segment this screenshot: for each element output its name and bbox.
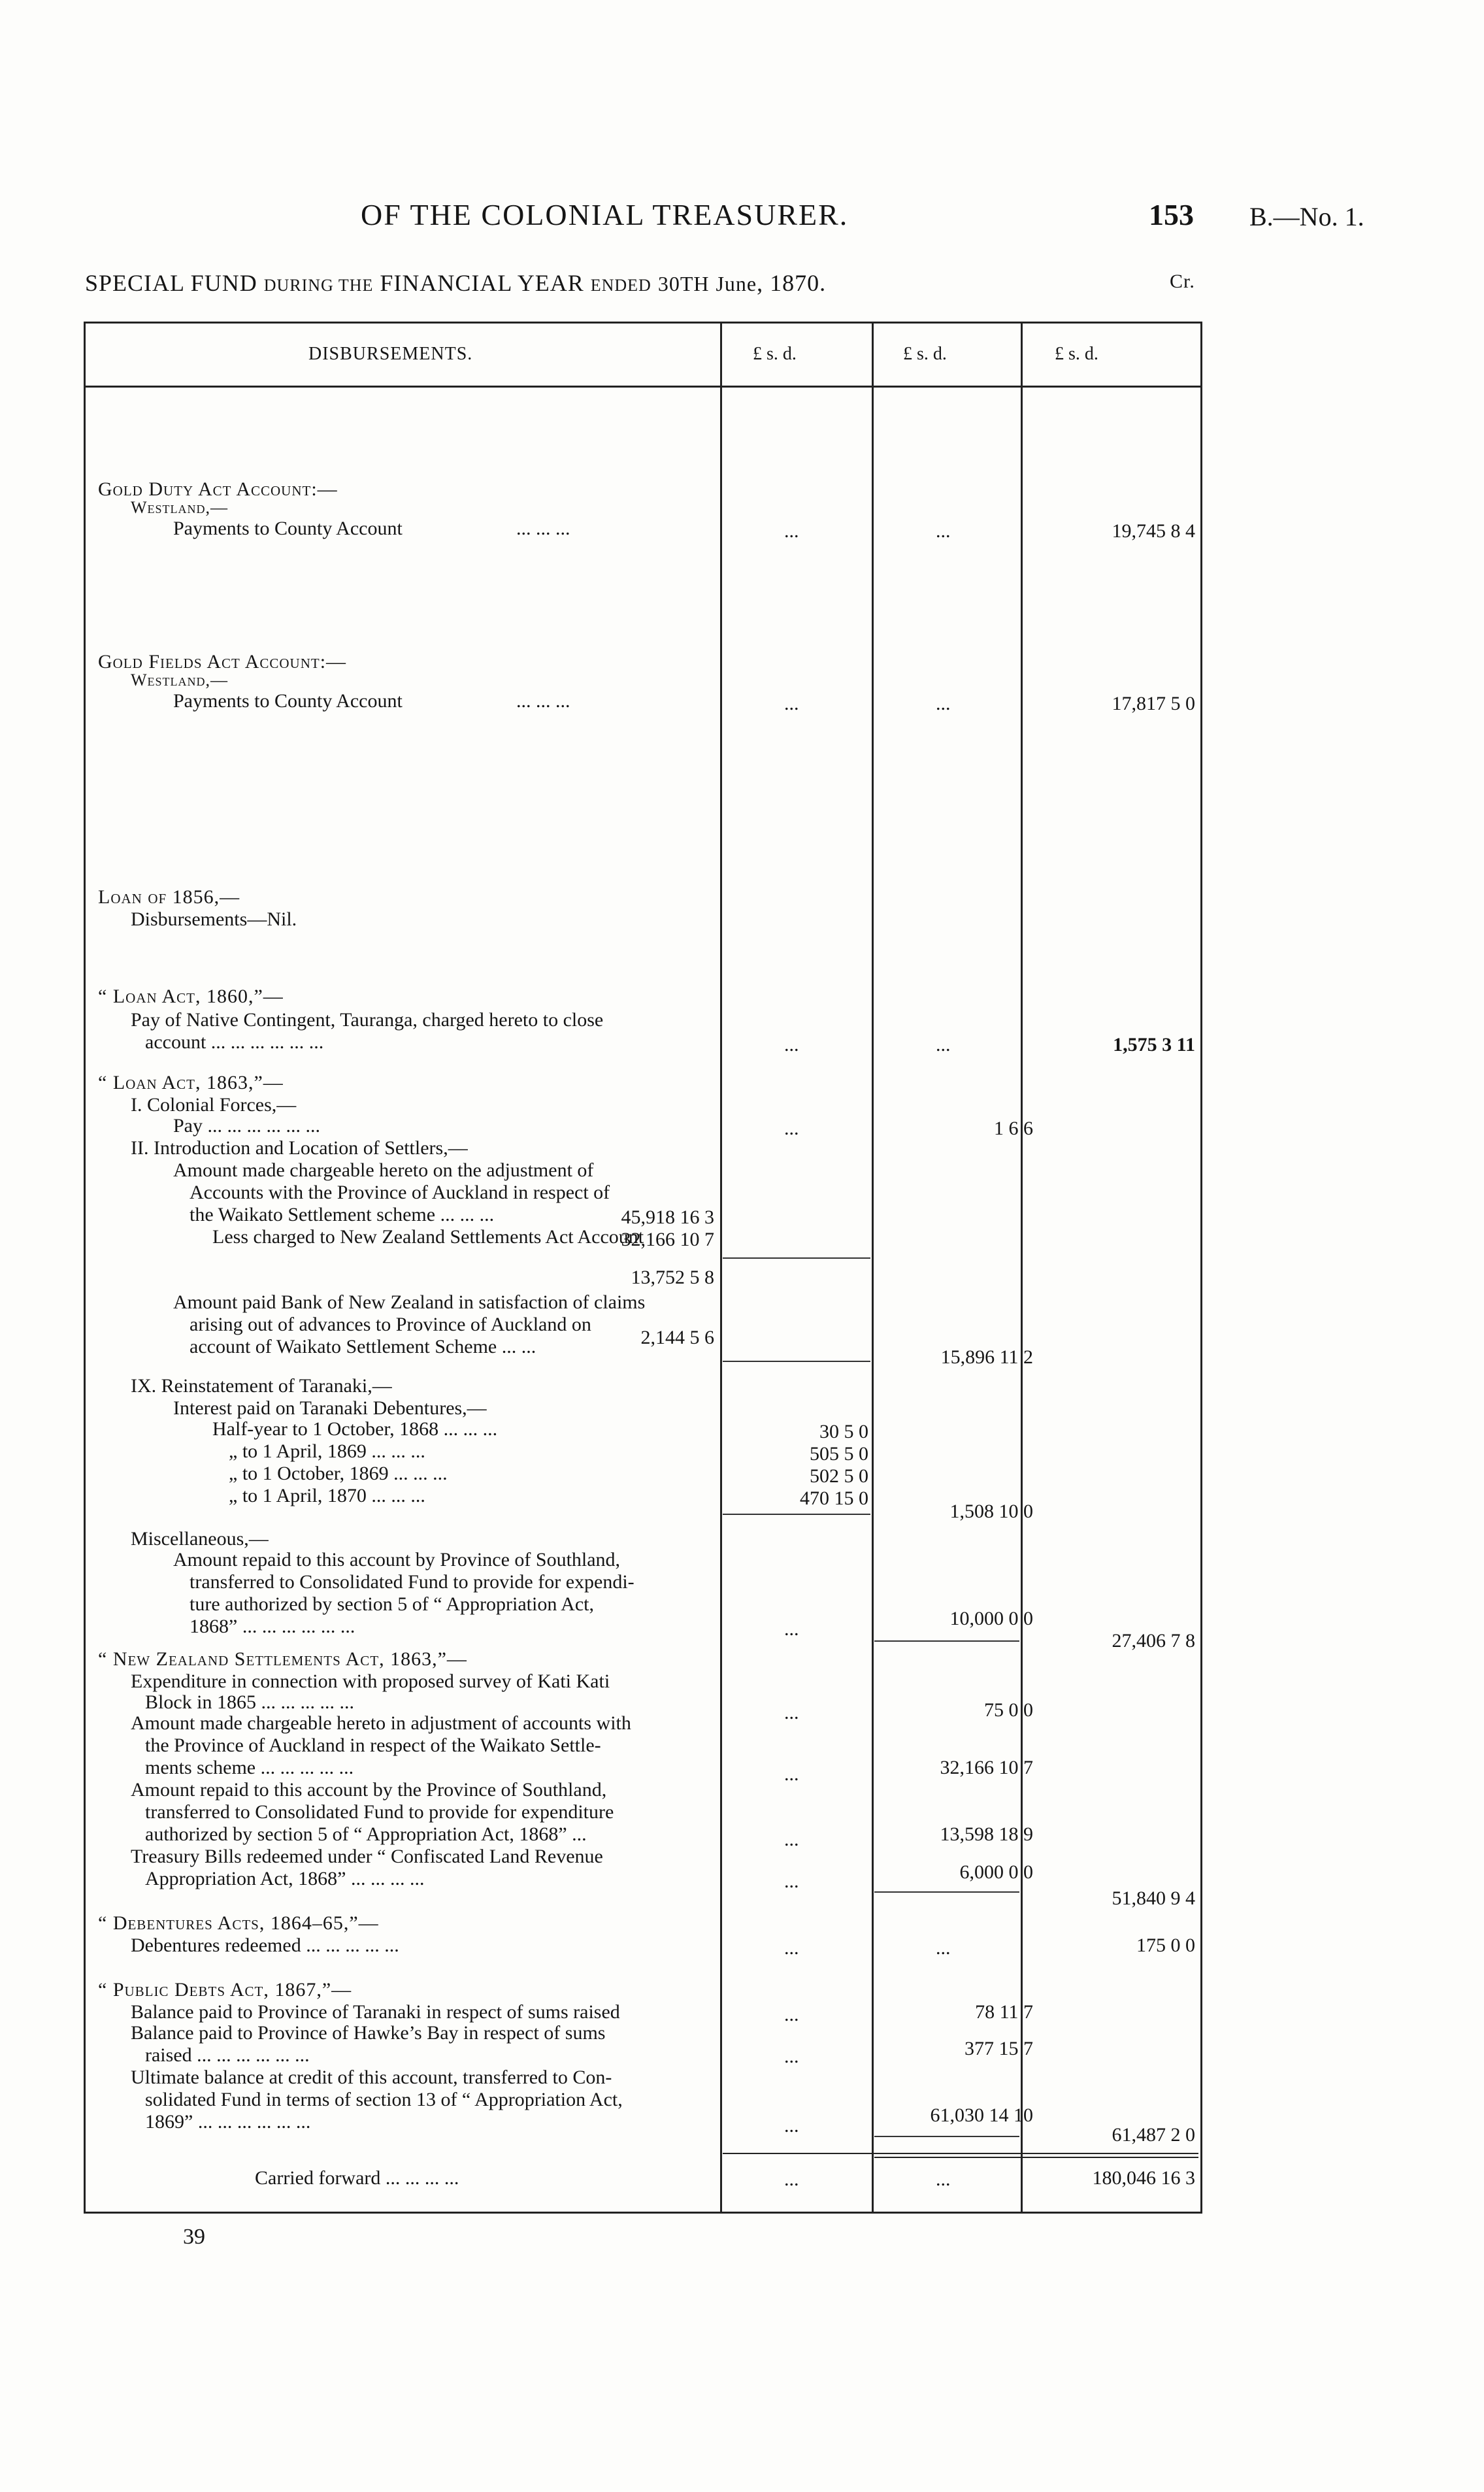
line-item: Less charged to New Zealand Settlements Act Account bbox=[212, 1226, 644, 1248]
column-header-description: DISBURSEMENTS. bbox=[308, 344, 473, 364]
amount: ... bbox=[936, 693, 951, 714]
sum-rule bbox=[874, 1640, 1019, 1642]
amount: 1,508 10 0 bbox=[949, 1501, 1033, 1522]
credit-side-label: Cr. bbox=[1170, 271, 1195, 292]
section-heading: “ Loan Act, 1860,”— bbox=[98, 986, 284, 1007]
fund-title-part: ENDED bbox=[590, 276, 651, 295]
line-item: „ to 1 October, 1869 ... ... ... bbox=[229, 1463, 448, 1484]
leader-dots: ... ... ... bbox=[516, 518, 570, 539]
line-item: ments scheme ... ... ... ... ... bbox=[145, 1757, 354, 1778]
amount: 6,000 0 0 bbox=[959, 1861, 1033, 1883]
amount: 61,030 14 10 bbox=[930, 2104, 1033, 2126]
column-header-1: £ s. d. bbox=[753, 344, 797, 364]
sum-rule bbox=[723, 1361, 870, 1362]
fund-title-part: 30TH bbox=[657, 272, 710, 295]
carried-forward-label: Carried forward ... ... ... ... bbox=[255, 2167, 459, 2189]
amount: 505 5 0 bbox=[810, 1443, 868, 1465]
sub-heading: II. Introduction and Location of Settlers,— bbox=[131, 1137, 468, 1159]
line-item: Balance paid to Province of Hawke’s Bay in respect of sums bbox=[131, 2022, 606, 2044]
amount: ... bbox=[784, 1702, 799, 1723]
line-item: transferred to Consolidated Fund to provide for expenditure bbox=[145, 1801, 614, 1823]
page-title: OF THE COLONIAL TREASURER. bbox=[361, 198, 849, 231]
amount: 32,166 10 7 bbox=[621, 1229, 714, 1250]
line-item: Payments to County Account bbox=[173, 690, 403, 712]
line-item: Disbursements—Nil. bbox=[131, 908, 297, 930]
amount: 377 15 7 bbox=[965, 2038, 1033, 2059]
section-heading: “ New Zealand Settlements Act, 1863,”— bbox=[98, 1648, 467, 1670]
sub-heading: IX. Reinstatement of Taranaki,— bbox=[131, 1375, 392, 1397]
amount: 10,000 0 0 bbox=[949, 1608, 1033, 1629]
line-item: Interest paid on Taranaki Debentures,— bbox=[173, 1397, 487, 1419]
amount-total: 61,487 2 0 bbox=[1112, 2124, 1195, 2146]
amount: 45,918 16 3 bbox=[621, 1206, 714, 1228]
line-item: arising out of advances to Province of Auckland on bbox=[190, 1314, 591, 1335]
line-item: ture authorized by section 5 of “ Appropriation Act, bbox=[190, 1593, 594, 1615]
amount: ... bbox=[936, 520, 951, 542]
line-item: Treasury Bills redeemed under “ Confiscated Land Revenue bbox=[131, 1846, 603, 1867]
document-reference: B.—No. 1. bbox=[1249, 202, 1364, 231]
line-item: account of Waikato Settlement Scheme ... ... bbox=[190, 1336, 536, 1357]
fund-title-part: SPECIAL FUND bbox=[85, 270, 257, 296]
line-item: Amount repaid to this account by the Province of Southland, bbox=[131, 1779, 607, 1801]
fund-title-part: FINANCIAL YEAR bbox=[380, 270, 584, 296]
amount: ... bbox=[784, 1829, 799, 1850]
amount-total: 17,817 5 0 bbox=[1112, 693, 1195, 714]
amount-total: 51,840 9 4 bbox=[1112, 1887, 1195, 1909]
section-heading: Loan of 1856,— bbox=[98, 886, 240, 908]
amount: ... bbox=[936, 2168, 951, 2190]
sub-heading: Westland,— bbox=[131, 671, 229, 689]
section-heading: Gold Fields Act Account:— bbox=[98, 651, 347, 673]
amount: 32,166 10 7 bbox=[940, 1757, 1033, 1778]
header-rule bbox=[84, 386, 1200, 388]
line-item: Amount made chargeable hereto on the adjustment of bbox=[173, 1159, 594, 1181]
sum-rule bbox=[723, 1257, 870, 1259]
amount: 13,598 18 9 bbox=[940, 1823, 1033, 1845]
amount-total: 27,406 7 8 bbox=[1112, 1630, 1195, 1652]
line-item: Ultimate balance at credit of this account, transferred to Con- bbox=[131, 2067, 612, 2088]
amount-total: 175 0 0 bbox=[1136, 1935, 1195, 1956]
amount: ... bbox=[784, 2115, 799, 2136]
amount: ... bbox=[936, 1034, 951, 1055]
leader-dots: ... ... ... bbox=[516, 690, 570, 712]
line-item: raised ... ... ... ... ... ... bbox=[145, 2044, 310, 2066]
section-heading: Gold Duty Act Account:— bbox=[98, 478, 338, 500]
line-item: authorized by section 5 of “ Appropriation Act, 1868” ... bbox=[145, 1823, 587, 1845]
amount: 78 11 7 bbox=[975, 2001, 1033, 2023]
line-item: Balance paid to Province of Taranaki in respect of sums raised bbox=[131, 2001, 620, 2023]
column-header-2: £ s. d. bbox=[903, 344, 947, 364]
amount: ... bbox=[784, 2168, 799, 2190]
line-item: Pay ... ... ... ... ... ... bbox=[173, 1115, 320, 1137]
line-item: „ to 1 April, 1870 ... ... ... bbox=[229, 1485, 425, 1506]
sum-rule bbox=[723, 1514, 870, 1515]
amount-total: 1,575 3 11 bbox=[1113, 1034, 1195, 1055]
amount: ... bbox=[784, 693, 799, 714]
carry-rule bbox=[874, 2157, 1198, 2158]
line-item: solidated Fund in terms of section 13 of “ Appropriation Act, bbox=[145, 2089, 623, 2110]
fund-title bbox=[85, 269, 826, 297]
line-item: the Waikato Settlement scheme ... ... ... bbox=[190, 1204, 495, 1225]
column-divider bbox=[872, 322, 874, 2212]
column-divider bbox=[1021, 322, 1023, 2212]
sub-heading: Miscellaneous,— bbox=[131, 1528, 269, 1550]
amount: 75 0 0 bbox=[984, 1699, 1033, 1721]
amount: 470 15 0 bbox=[800, 1487, 868, 1509]
line-item: Amount made chargeable hereto in adjustment of accounts with bbox=[131, 1712, 631, 1734]
line-item: transferred to Consolidated Fund to provide for expendi- bbox=[190, 1571, 635, 1593]
amount: ... bbox=[784, 2046, 799, 2067]
line-item: Half-year to 1 October, 1868 ... ... ... bbox=[212, 1418, 498, 1440]
section-heading: “ Loan Act, 1863,”— bbox=[98, 1072, 284, 1093]
line-item: 1868” ... ... ... ... ... ... bbox=[190, 1616, 355, 1637]
amount: ... bbox=[784, 1937, 799, 1959]
line-item: Accounts with the Province of Auckland in respect of bbox=[190, 1182, 610, 1203]
amount: 15,896 11 2 bbox=[940, 1346, 1033, 1368]
column-divider bbox=[720, 322, 722, 2212]
sub-heading: I. Colonial Forces,— bbox=[131, 1094, 297, 1116]
fund-title-part: DURING THE bbox=[263, 276, 374, 295]
section-heading: “ Public Debts Act, 1867,”— bbox=[98, 1979, 352, 2001]
fund-title-part: June bbox=[716, 272, 757, 295]
amount-total: 19,745 8 4 bbox=[1112, 520, 1195, 542]
carry-rule bbox=[723, 2153, 1198, 2154]
fund-title-part: , 1870. bbox=[757, 270, 827, 296]
amount: ... bbox=[784, 1118, 799, 1139]
line-item: „ to 1 April, 1869 ... ... ... bbox=[229, 1440, 425, 1462]
line-item: Payments to County Account bbox=[173, 518, 403, 539]
folio-number: 39 bbox=[183, 2225, 205, 2249]
line-item: Expenditure in connection with proposed survey of Kati Kati bbox=[131, 1670, 610, 1692]
sub-heading: Westland,— bbox=[131, 498, 229, 517]
sum-rule bbox=[874, 1891, 1019, 1893]
page-number: 153 bbox=[1149, 198, 1194, 231]
amount: 502 5 0 bbox=[810, 1465, 868, 1487]
amount: ... bbox=[784, 2004, 799, 2025]
line-item: Amount paid Bank of New Zealand in satisfaction of claims bbox=[173, 1291, 646, 1313]
line-item: Block in 1865 ... ... ... ... ... bbox=[145, 1691, 354, 1713]
line-item: account ... ... ... ... ... ... bbox=[145, 1031, 324, 1053]
column-header-3: £ s. d. bbox=[1055, 344, 1098, 364]
line-item: Debentures redeemed ... ... ... ... ... bbox=[131, 1935, 399, 1956]
sum-rule bbox=[874, 2136, 1019, 2137]
section-heading: “ Debentures Acts, 1864–65,”— bbox=[98, 1912, 379, 1934]
amount: ... bbox=[784, 1870, 799, 1892]
line-item: Pay of Native Contingent, Tauranga, charged hereto to close bbox=[131, 1009, 604, 1031]
amount: ... bbox=[784, 520, 799, 542]
line-item: 1869” ... ... ... ... ... ... bbox=[145, 2111, 311, 2133]
table-top-rule bbox=[84, 322, 1200, 324]
line-item: Appropriation Act, 1868” ... ... ... ... bbox=[145, 1868, 425, 1889]
amount: ... bbox=[784, 1763, 799, 1785]
amount: 2,144 5 6 bbox=[640, 1327, 714, 1348]
amount: 30 5 0 bbox=[819, 1421, 868, 1442]
amount: 13,752 5 8 bbox=[631, 1267, 714, 1288]
line-item: Amount repaid to this account by Province of Southland, bbox=[173, 1549, 621, 1570]
amount: ... bbox=[784, 1034, 799, 1055]
line-item: the Province of Auckland in respect of the Waikato Settle- bbox=[145, 1735, 601, 1756]
amount: ... bbox=[936, 1937, 951, 1959]
amount: 1 6 6 bbox=[994, 1118, 1033, 1139]
amount: ... bbox=[784, 1618, 799, 1640]
amount-grand-total: 180,046 16 3 bbox=[1092, 2167, 1195, 2189]
